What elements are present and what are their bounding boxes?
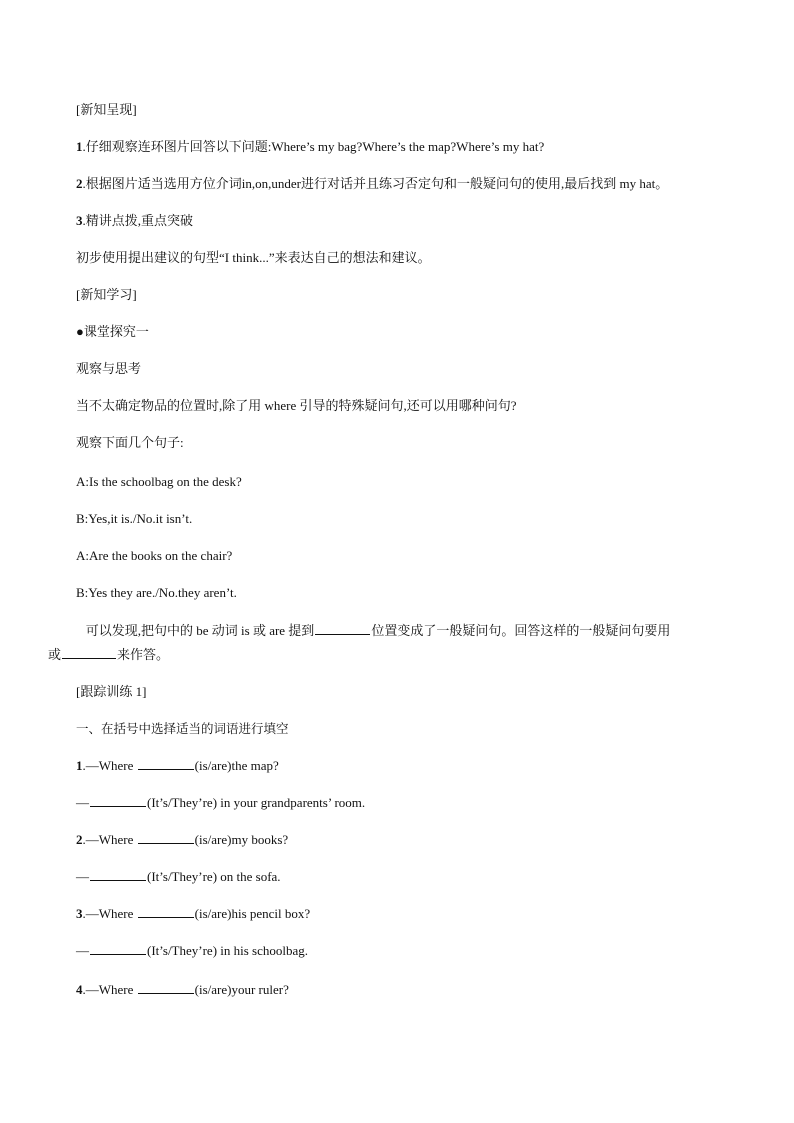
fill-blank[interactable] bbox=[90, 942, 146, 955]
fill-blank[interactable] bbox=[138, 757, 194, 770]
item-number: 4 bbox=[76, 982, 83, 997]
item-number: 3 bbox=[76, 213, 83, 228]
conclusion-part-1: 可以发现,把句中的 be 动词 is 或 are 提到 bbox=[85, 623, 315, 638]
item-number: 2 bbox=[76, 176, 83, 191]
conclusion-part-3: 或 bbox=[48, 647, 62, 662]
fill-blank[interactable] bbox=[138, 831, 194, 844]
intro-item-2 bbox=[76, 175, 668, 193]
item-number: 3 bbox=[76, 906, 83, 921]
intro-item-3 bbox=[76, 212, 193, 230]
item-text: .精讲点拨,重点突破 bbox=[82, 213, 194, 228]
observe-title: 观察与思考 bbox=[76, 361, 142, 376]
item-number: 1 bbox=[76, 139, 83, 154]
observe-sentences: 观察下面几个句子: bbox=[76, 435, 184, 450]
item-number: 1 bbox=[76, 758, 83, 773]
item-text: .仔细观察连环图片回答以下问题:Where’s my bag?Where’s the map?Where’s my hat? bbox=[82, 139, 545, 154]
exercise-instruction: 一、在括号中选择适当的词语进行填空 bbox=[76, 721, 289, 736]
dialog-line: A:Is the schoolbag on the desk? bbox=[76, 474, 242, 489]
fill-blank[interactable] bbox=[138, 905, 194, 918]
question-prefix: .—Where bbox=[82, 982, 137, 997]
question-suffix: (is/are)your ruler? bbox=[194, 982, 289, 997]
explore-title: ●课堂探究一 bbox=[76, 324, 149, 339]
answer-suffix: (It’s/They’re) on the sofa. bbox=[147, 869, 281, 884]
intro-item-3-detail: 初步使用提出建议的句型“I think...”来表达自己的想法和建议。 bbox=[76, 250, 431, 265]
question-prefix: .—Where bbox=[82, 758, 137, 773]
exercise-question bbox=[76, 831, 288, 849]
dialog-line: B:Yes,it is./No.it isn’t. bbox=[76, 511, 193, 526]
answer-suffix: (It’s/They’re) in his schoolbag. bbox=[147, 943, 309, 958]
conclusion-part-2: 位置变成了一般疑问句。回答这样的一般疑问句要用 bbox=[371, 623, 671, 638]
exercise-answer bbox=[76, 942, 308, 960]
section-header-new-knowledge: [新知呈现] bbox=[76, 102, 137, 117]
conclusion-part-4: 来作答。 bbox=[117, 647, 170, 662]
conclusion-paragraph bbox=[48, 619, 748, 667]
dialog-line: A:Are the books on the chair? bbox=[76, 548, 233, 563]
answer-prefix: — bbox=[76, 869, 89, 884]
question-prefix: .—Where bbox=[82, 906, 137, 921]
fill-blank[interactable] bbox=[62, 646, 116, 659]
question-suffix: (is/are)the map? bbox=[194, 758, 279, 773]
question-prefix: .—Where bbox=[82, 832, 137, 847]
question-text: 当不太确定物品的位置时,除了用 where 引导的特殊疑问句,还可以用哪种问句? bbox=[76, 398, 517, 413]
item-number: 2 bbox=[76, 832, 83, 847]
fill-blank[interactable] bbox=[138, 981, 194, 994]
exercise-question bbox=[76, 757, 279, 775]
fill-blank[interactable] bbox=[90, 794, 146, 807]
exercise-question bbox=[76, 905, 310, 923]
exercise-answer bbox=[76, 794, 365, 812]
fill-blank[interactable] bbox=[315, 622, 370, 635]
answer-prefix: — bbox=[76, 943, 89, 958]
question-suffix: (is/are)my books? bbox=[194, 832, 289, 847]
section-header-exercise: [跟踪训练 1] bbox=[76, 684, 147, 699]
answer-suffix: (It’s/They’re) in your grandparents’ room. bbox=[147, 795, 366, 810]
answer-prefix: — bbox=[76, 795, 89, 810]
fill-blank[interactable] bbox=[90, 868, 146, 881]
exercise-answer bbox=[76, 868, 281, 886]
intro-item-1 bbox=[76, 138, 544, 156]
question-suffix: (is/are)his pencil box? bbox=[194, 906, 311, 921]
dialog-line: B:Yes they are./No.they aren’t. bbox=[76, 585, 237, 600]
section-header-new-study: [新知学习] bbox=[76, 287, 137, 302]
item-text: .根据图片适当选用方位介词in,on,under进行对话并且练习否定句和一般疑问句的使用,最后找到 my hat。 bbox=[82, 176, 669, 191]
exercise-question bbox=[76, 981, 289, 999]
